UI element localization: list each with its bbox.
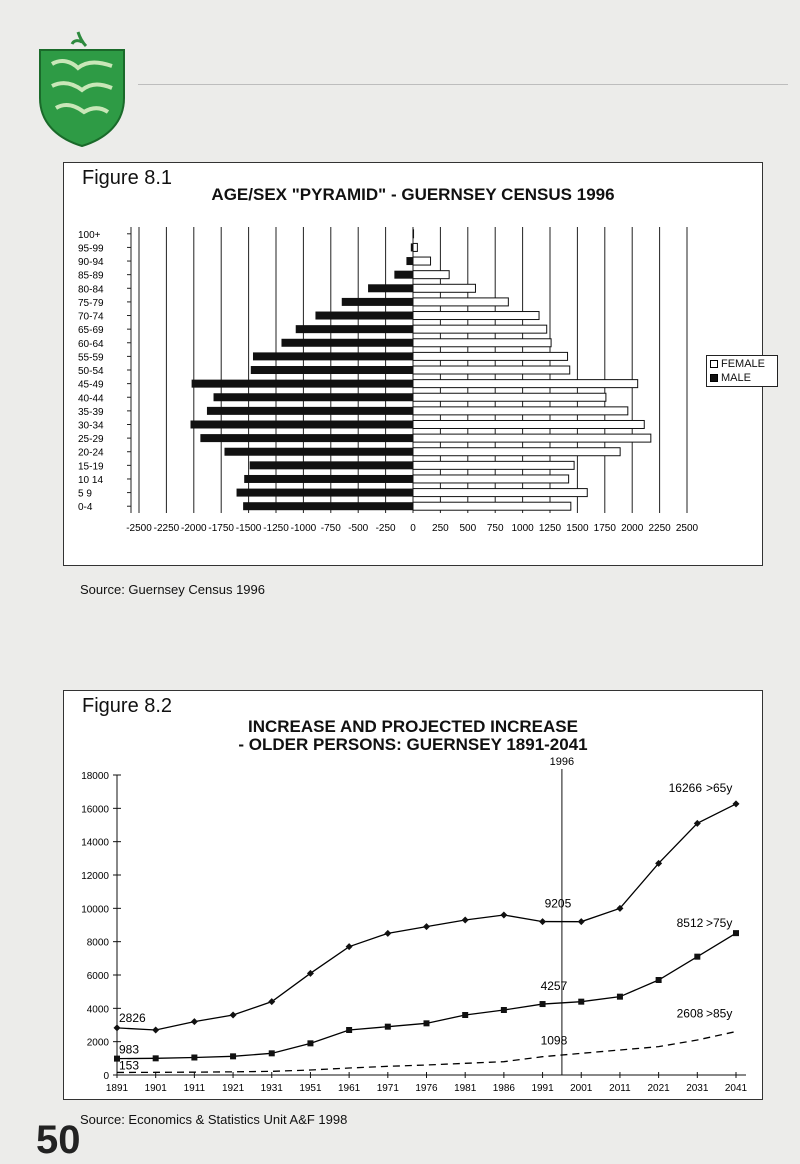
x-tick-label: -2000 [181, 523, 207, 535]
bar-male [224, 448, 413, 456]
older-persons-line-chart [64, 691, 764, 1101]
guernsey-crest-icon [38, 28, 126, 146]
source-note: Source: Economics & Statistics Unit A&F 1998 [80, 1112, 348, 1127]
legend-item-male [710, 371, 774, 385]
legend-swatch-male [710, 374, 718, 382]
chart-title: AGE/SEX "PYRAMID" - GUERNSEY CENSUS 1996 [211, 185, 615, 204]
page-number: 50 [36, 1118, 81, 1162]
bar-female [413, 298, 508, 306]
bar-female [413, 448, 620, 456]
bar-male [237, 489, 413, 497]
bar-female [413, 420, 644, 428]
y-tick-label: 50-54 [78, 366, 104, 378]
x-tick-label: 2031 [686, 1083, 709, 1094]
x-tick-label: 1991 [531, 1083, 554, 1094]
annotation-label: 8512 [676, 916, 704, 931]
bar-female [413, 325, 547, 333]
annotation-label: 4257 [540, 979, 568, 994]
x-tick-label: -750 [320, 523, 341, 535]
legend-label: FEMALE [721, 358, 766, 370]
data-point [462, 917, 469, 924]
x-tick-label: 1976 [415, 1083, 438, 1094]
y-tick-label: 85-89 [78, 270, 104, 282]
annotation-label: 153 [119, 1058, 140, 1073]
series-line-0 [117, 804, 736, 1030]
data-point [694, 954, 700, 960]
marker-1996-label: 1996 [549, 756, 575, 768]
data-point [733, 800, 740, 807]
y-tick-label: 14000 [81, 837, 109, 849]
bar-female [413, 284, 475, 292]
x-tick-label: 1981 [454, 1083, 477, 1094]
header-rule [138, 84, 788, 85]
annotation-label: >65y [706, 780, 733, 795]
series-line-2 [117, 1032, 736, 1073]
data-point [114, 1024, 121, 1031]
data-point [540, 1001, 546, 1007]
data-point [230, 1053, 236, 1059]
x-tick-label: -2250 [153, 523, 180, 535]
x-tick-label: 1961 [338, 1083, 361, 1094]
data-point [384, 930, 391, 937]
x-tick-label: -2500 [126, 523, 152, 535]
bar-male [192, 380, 413, 388]
figure-8-2-panel [63, 690, 763, 1100]
bar-female [413, 339, 551, 347]
y-tick-label: 45-49 [78, 379, 104, 391]
bar-male [296, 325, 413, 333]
bar-female [413, 489, 587, 497]
annotation-label: 983 [119, 1042, 140, 1057]
annotation-label: 16266 [668, 780, 702, 795]
bar-female [413, 257, 431, 265]
y-tick-label: 8000 [86, 937, 109, 949]
y-tick-label: 95-99 [78, 243, 104, 255]
data-point [539, 918, 546, 925]
data-point [153, 1055, 159, 1061]
bar-male [250, 461, 413, 469]
bar-male [406, 257, 413, 265]
x-tick-label: 1000 [511, 523, 534, 535]
data-point [578, 999, 584, 1005]
data-point [617, 994, 623, 1000]
x-tick-label: -500 [348, 523, 369, 535]
x-tick-label: 1986 [492, 1083, 515, 1094]
data-point [191, 1055, 197, 1061]
data-point [230, 1012, 237, 1019]
legend-item-female [710, 357, 774, 371]
bar-male [251, 366, 413, 374]
y-tick-label: 10000 [81, 904, 109, 916]
data-point [500, 912, 507, 919]
data-point [346, 1027, 352, 1033]
pyramid-chart [64, 163, 764, 567]
data-point [385, 1024, 391, 1030]
x-tick-label: 1500 [566, 523, 589, 535]
y-tick-label: 90-94 [78, 257, 104, 269]
legend [706, 355, 778, 387]
data-point [423, 923, 430, 930]
data-point [152, 1027, 159, 1034]
data-point [578, 918, 585, 925]
y-tick-label: 80-84 [78, 284, 104, 296]
bar-male [281, 339, 413, 347]
y-tick-label: 25-29 [78, 434, 104, 446]
x-tick-label: 1931 [260, 1083, 283, 1094]
chart-subtitle: - OLDER PERSONS: GUERNSEY 1891-2041 [238, 735, 588, 754]
x-tick-label: 1921 [221, 1083, 245, 1094]
x-tick-label: 750 [486, 523, 504, 535]
y-tick-label: 16000 [81, 804, 109, 816]
y-tick-label: 60-64 [78, 338, 104, 350]
y-tick-label: 40-44 [78, 393, 104, 405]
bar-female [413, 243, 417, 251]
x-tick-label: -1500 [235, 523, 262, 535]
bar-male [243, 502, 413, 510]
y-tick-label: 18000 [81, 771, 109, 782]
data-point [656, 977, 662, 983]
x-tick-label: -250 [375, 523, 396, 535]
annotation-label: >75y [706, 916, 733, 931]
x-tick-label: 1901 [144, 1083, 167, 1094]
annotation-label: 2608 [676, 1006, 704, 1021]
x-tick-label: 500 [459, 523, 477, 535]
bar-male [394, 271, 413, 279]
y-tick-label: 55-59 [78, 352, 104, 364]
x-tick-label: 250 [432, 523, 449, 535]
bar-female [413, 230, 414, 238]
annotation-label: 2826 [119, 1010, 146, 1025]
bar-male [368, 284, 413, 292]
y-tick-label: 12000 [81, 871, 109, 882]
y-tick-label: 35-39 [78, 406, 104, 418]
y-tick-label: 6000 [86, 971, 109, 982]
bar-male [200, 434, 413, 442]
x-tick-label: 2011 [609, 1083, 631, 1094]
x-tick-label: 0 [410, 523, 416, 535]
data-point [269, 1050, 275, 1056]
x-tick-label: 1971 [376, 1083, 399, 1094]
y-tick-label: 2000 [86, 1037, 109, 1049]
y-tick-label: 100+ [78, 229, 101, 241]
data-point [191, 1018, 198, 1025]
data-point [733, 930, 739, 936]
chart-title: INCREASE AND PROJECTED INCREASE [248, 717, 578, 736]
x-tick-label: 2021 [647, 1083, 670, 1094]
x-tick-label: 1891 [105, 1083, 129, 1094]
bar-male [207, 407, 413, 415]
y-tick-label: 5 9 [78, 488, 92, 500]
bar-female [413, 271, 449, 279]
bar-male [253, 352, 413, 360]
legend-swatch-female [710, 360, 718, 368]
x-tick-label: -1250 [263, 523, 289, 535]
figure-label: Figure 8.1 [82, 167, 173, 189]
y-tick-label: 70-74 [78, 311, 104, 323]
y-tick-label: 0 [103, 1071, 109, 1082]
x-tick-label: 2041 [724, 1083, 748, 1094]
bar-male [214, 393, 413, 401]
bar-female [413, 475, 569, 483]
x-tick-label: 2001 [570, 1083, 593, 1094]
y-tick-label: 30-34 [78, 420, 104, 432]
y-tick-label: 20-24 [78, 447, 104, 459]
series-line-1 [117, 933, 736, 1058]
source-note: Source: Guernsey Census 1996 [80, 582, 265, 597]
data-point [307, 1040, 313, 1046]
x-tick-label: -1000 [290, 523, 317, 535]
data-point [462, 1012, 468, 1018]
bar-female [413, 352, 568, 360]
y-tick-label: 10 14 [78, 474, 104, 486]
bar-male [342, 298, 413, 306]
data-point [501, 1007, 507, 1013]
x-tick-label: 1911 [183, 1083, 206, 1094]
bar-female [413, 312, 539, 320]
x-tick-label: -1750 [208, 523, 234, 535]
y-tick-label: 65-69 [78, 325, 104, 337]
figure-label: Figure 8.2 [82, 695, 173, 717]
bar-female [413, 366, 570, 374]
annotation-label: >85y [706, 1006, 733, 1021]
bar-male [191, 420, 413, 428]
y-tick-label: 15-19 [78, 461, 104, 473]
x-tick-label: 2250 [648, 523, 671, 535]
y-tick-label: 4000 [86, 1004, 109, 1016]
bar-male [244, 475, 413, 483]
bar-female [413, 434, 651, 442]
annotation-label: 1098 [540, 1033, 568, 1048]
y-tick-label: 0-4 [78, 502, 93, 514]
data-point [424, 1020, 430, 1026]
x-tick-label: 1250 [538, 523, 562, 535]
bar-female [413, 407, 628, 415]
bar-female [413, 380, 638, 388]
annotation-label: 9205 [544, 896, 572, 911]
bar-female [413, 393, 606, 401]
x-tick-label: 2500 [675, 523, 699, 535]
x-tick-label: 1951 [299, 1083, 322, 1094]
bar-male [315, 312, 413, 320]
legend-label: MALE [721, 372, 751, 384]
x-tick-label: 1750 [593, 523, 616, 535]
x-tick-label: 2000 [621, 523, 644, 535]
figure-8-1-panel [63, 162, 766, 566]
y-tick-label: 75-79 [78, 297, 104, 309]
bar-female [413, 502, 571, 510]
bar-female [413, 461, 574, 469]
